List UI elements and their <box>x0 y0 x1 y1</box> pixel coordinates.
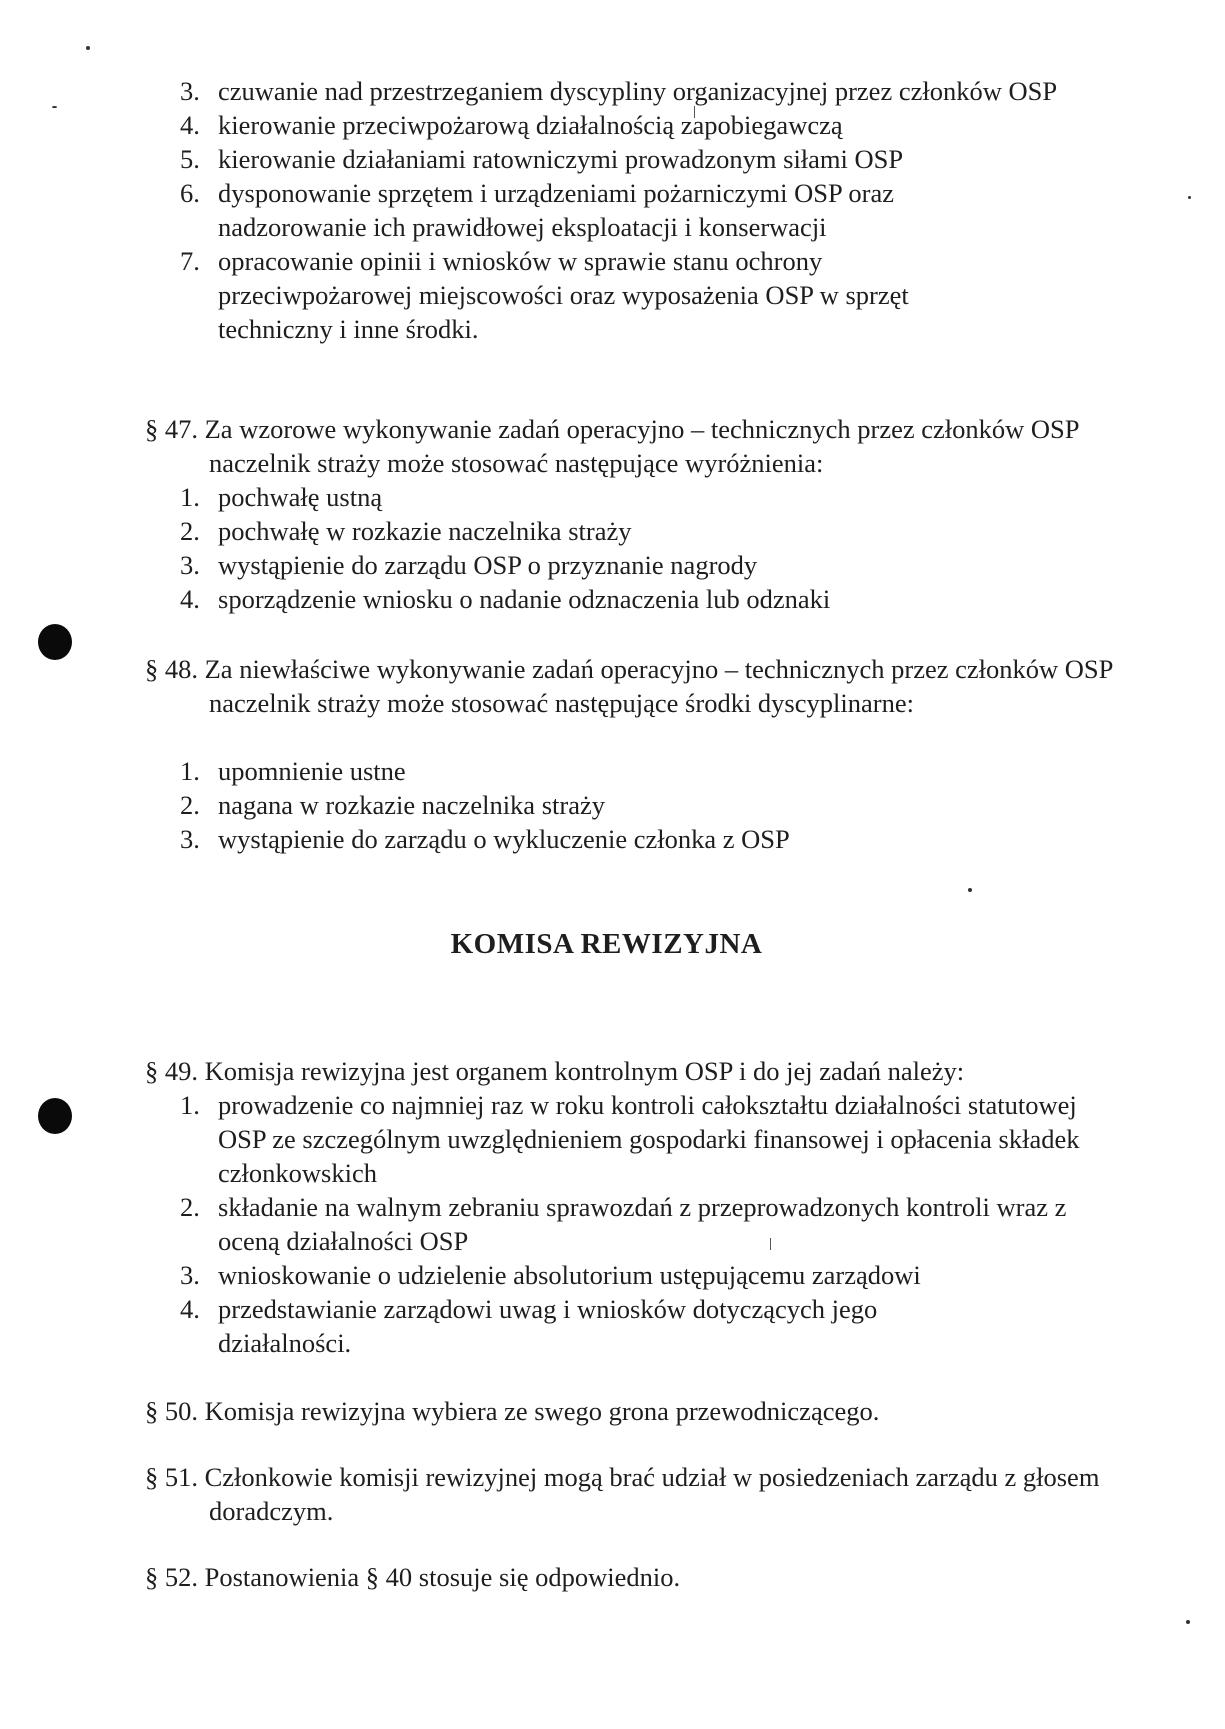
p48-list <box>180 754 1080 856</box>
list-number: 2. <box>180 790 200 820</box>
list-item <box>180 582 1080 616</box>
list-item <box>180 142 1110 176</box>
intro-list <box>180 74 1110 346</box>
list-item <box>180 244 1110 346</box>
list-item <box>180 108 1110 142</box>
list-item <box>180 1292 1120 1360</box>
list-item <box>180 1258 1120 1292</box>
list-number: 4. <box>180 110 200 140</box>
paragraph-49: § 49. Komisja rewizyjna jest organem kontrolnym OSP i do jej zadań należy: <box>145 1056 965 1086</box>
p49-list <box>180 1088 1120 1360</box>
scan-speck <box>1188 196 1191 199</box>
list-text: pochwałę ustną <box>218 482 383 512</box>
list-number: 4. <box>180 584 200 614</box>
list-text: dysponowanie sprzętem i urządzeniami pożarniczymi OSP oraz nadzorowanie ich prawidłowej eksploatacji i konserwacji <box>218 178 895 242</box>
list-item <box>180 176 1110 244</box>
list-text: wystąpienie do zarządu o wykluczenie członka z OSP <box>218 824 790 854</box>
list-text: wystąpienie do zarządu OSP o przyznanie nagrody <box>218 550 758 580</box>
list-text: pochwałę w rozkazie naczelnika straży <box>218 516 632 546</box>
list-item <box>180 514 1080 548</box>
list-number: 2. <box>180 1192 200 1222</box>
list-number: 6. <box>180 178 200 208</box>
paragraph-48: § 48. Za niewłaściwe wykonywanie zadań operacyjno – technicznych przez członków OSP naczelnik straży może stosować następujące środki dyscyplinarne: <box>145 654 1113 718</box>
list-item <box>180 1088 1120 1190</box>
list-item <box>180 754 1080 788</box>
list-number: 1. <box>180 756 200 786</box>
list-item <box>180 788 1080 822</box>
list-text: opracowanie opinii i wniosków w sprawie stanu ochrony przeciwpożarowej miejscowości oraz wyposażenia OSP w sprzęt techniczny i inne środki. <box>218 246 909 344</box>
list-number: 7. <box>180 246 200 276</box>
p47-list <box>180 480 1080 616</box>
paragraph-52: § 52. Postanowienia § 40 stosuje się odpowiednio. <box>145 1562 681 1592</box>
scan-speck <box>52 106 57 108</box>
list-text: kierowanie działaniami ratowniczymi prowadzonym siłami OSP <box>218 144 904 174</box>
list-item <box>180 480 1080 514</box>
scan-speck <box>1186 1620 1190 1624</box>
list-number: 3. <box>180 76 200 106</box>
list-number: 1. <box>180 1090 200 1120</box>
scan-speck <box>86 46 90 50</box>
list-number: 3. <box>180 1260 200 1290</box>
list-number: 3. <box>180 550 200 580</box>
list-number: 5. <box>180 144 200 174</box>
list-number: 3. <box>180 824 200 854</box>
list-text: składanie na walnym zebraniu sprawozdań z przeprowadzonych kontroli wraz z oceną działalności OSP <box>218 1192 1067 1256</box>
paragraph-47: § 47. Za wzorowe wykonywanie zadań operacyjno – technicznych przez członków OSP naczelnik straży może stosować następujące wyróżnienia: <box>145 414 1079 478</box>
binder-hole-top <box>38 624 72 660</box>
section-heading <box>0 927 1225 961</box>
list-text: prowadzenie co najmniej raz w roku kontroli całokształtu działalności statutowej OSP ze szczególnym uwzględnieniem gospodarki finansowej i opłacenia składek członkowskich <box>218 1090 1080 1188</box>
list-text: upomnienie ustne <box>218 756 406 786</box>
list-item <box>180 548 1080 582</box>
list-text: kierowanie przeciwpożarową działalnością zapobiegawczą <box>218 110 843 140</box>
list-item <box>180 822 1080 856</box>
list-text: przedstawianie zarządowi uwag i wniosków dotyczących jego działalności. <box>218 1294 878 1358</box>
list-number: 2. <box>180 516 200 546</box>
list-number: 1. <box>180 482 200 512</box>
list-item <box>180 74 1110 108</box>
paragraph-51: § 51. Członkowie komisji rewizyjnej mogą brać udział w posiedzeniach zarządu z głosem doradczym. <box>145 1462 1100 1526</box>
paragraph-50: § 50. Komisja rewizyjna wybiera ze swego grona przewodniczącego. <box>145 1396 880 1426</box>
list-item <box>180 1190 1120 1258</box>
list-text: nagana w rozkazie naczelnika straży <box>218 790 605 820</box>
list-text: sporządzenie wniosku o nadanie odznaczenia lub odznaki <box>218 584 831 614</box>
section-heading-text: KOMISA REWIZYJNA <box>450 928 763 960</box>
list-number: 4. <box>180 1294 200 1324</box>
binder-hole-bottom <box>38 1098 72 1134</box>
list-text: wnioskowanie o udzielenie absolutorium ustępującemu zarządowi <box>218 1260 921 1290</box>
list-text: czuwanie nad przestrzeganiem dyscypliny organizacyjnej przez członków OSP <box>218 76 1058 106</box>
scan-speck <box>968 888 972 892</box>
